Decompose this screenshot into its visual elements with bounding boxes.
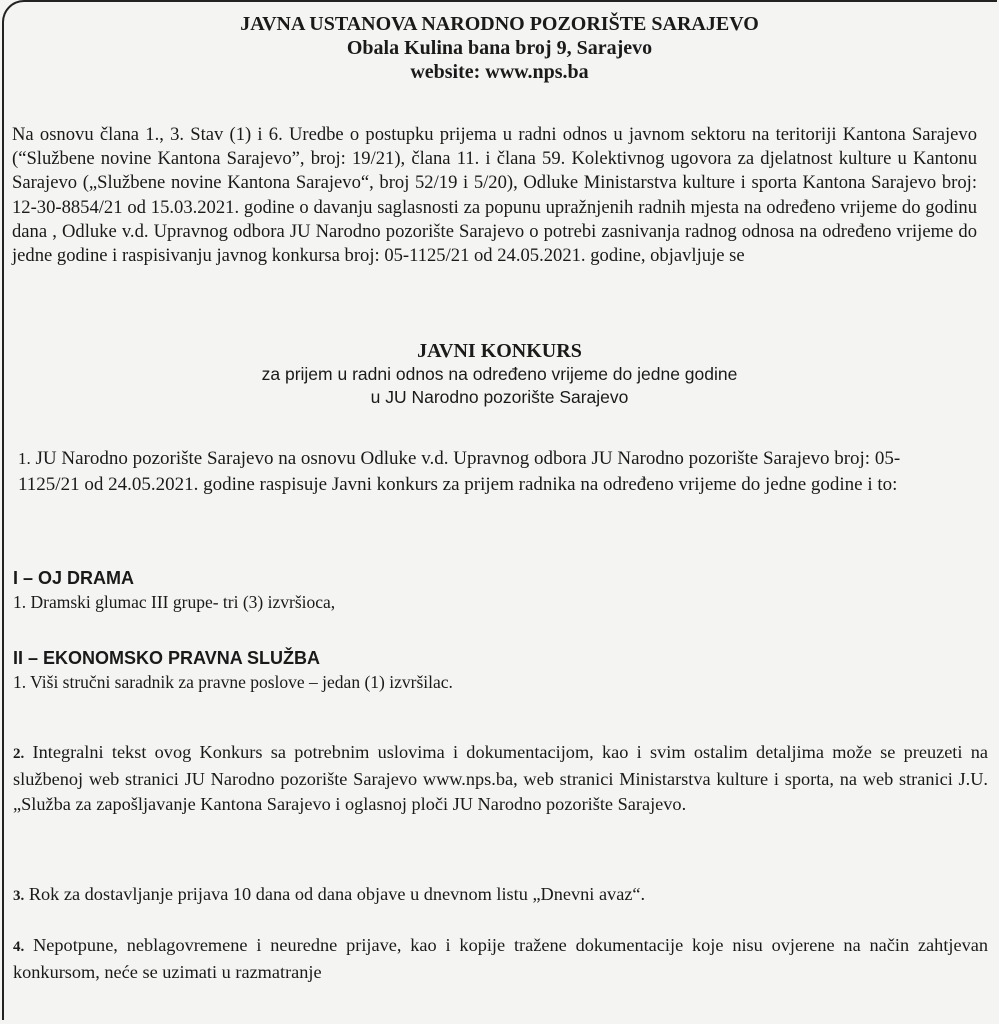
section-item: 1. Dramski glumac III grupe- tri (3) izvršioca,: [13, 592, 336, 612]
section-ekonomsko-pravna: [13, 646, 453, 694]
item-number: 1.: [18, 449, 31, 468]
konkurs-title: JAVNI KONKURS: [417, 340, 582, 362]
item-number: 2.: [13, 746, 25, 762]
item-2: [13, 740, 988, 817]
item-4: [13, 933, 988, 985]
section-heading: II – EKONOMSKO PRAVNA SLUŽBA: [13, 648, 321, 668]
section-item: 1. Viši stručni saradnik za pravne poslove – jedan (1) izvršilac.: [13, 672, 453, 692]
konkurs-subtitle-1: za prijem u radni odnos na određeno vrijeme do jedne godine: [261, 364, 738, 384]
item-text: Integralni tekst ovog Konkurs sa potrebnim uslovima i dokumentacijom, kao i svim ostalim detaljima može se preuzeti na službenoj web stranici JU Narodno pozorište Sarajevo www.nps.ba, web stranici Ministarstva kulture i sporta, na web stranici J.U. „Služba za zapošljavanje Kantona Sarajevo i oglasnoj ploči JU Narodno pozorište Sarajevo.: [13, 742, 988, 814]
item-3: [13, 882, 988, 909]
item-text: JU Narodno pozorište Sarajevo na osnovu Odluke v.d. Upravnog odbora JU Narodno pozorište Sarajevo broj: 05-1125/21 od 24.05.2021. godine raspisuje Javni konkurs za prijem radnika na određeno vrijeme do jedne godine i to:: [18, 448, 901, 495]
document-header: [0, 12, 999, 84]
institution-website: website: www.nps.ba: [410, 61, 589, 83]
konkurs-subtitle-2: u JU Narodno pozorište Sarajevo: [370, 387, 629, 407]
item-number: 4.: [13, 939, 25, 955]
institution-address: Obala Kulina bana broj 9, Sarajevo: [346, 37, 653, 59]
intro-paragraph: Na osnovu člana 1., 3. Stav (1) i 6. Uredbe o postupku prijema u radni odnos u javnom sektoru na teritoriji Kantona Sarajevo (“Službene novine Kantona Sarajevo”, broj: 19/21), člana 11. i člana 59. Kolektivnog ugovora za djelatnost kulture u Kantonu Sarajevo („Službene novine Kantona Sarajevo“, broj 52/19 i 5/20), Odluke Ministarstva kulture i sporta Kantona Sarajevo broj: 12-30-8854/21 od 15.03.2021. godine o davanju saglasnosti za popunu upražnjenih radnih mjesta na određeno vrijeme do godinu dana , Odluke v.d. Upravnog odbora JU Narodno pozorište Sarajevo o potrebi zasnivanja radnog odnosa na određeno vrijeme do jedne godine i raspisivanju javnog konkursa broj: 05-1125/21 od 24.05.2021. godine, objavljuje se: [12, 124, 977, 267]
item-1: [18, 446, 948, 498]
item-number: 3.: [13, 888, 25, 904]
section-heading: I – OJ DRAMA: [13, 568, 135, 588]
section-oj-drama: [13, 566, 335, 614]
institution-name: JAVNA USTANOVA NARODNO POZORIŠTE SARAJEVO: [240, 13, 759, 35]
konkurs-heading: [0, 339, 999, 409]
item-text: Nepotpune, neblagovremene i neuredne prijave, kao i kopije tražene dokumentacije koje nisu ovjerene na način zahtjevan konkursom, neće se uzimati u razmatranje: [13, 935, 988, 982]
item-text: Rok za dostavljanje prijava 10 dana od dana objave u dnevnom listu „Dnevni avaz“.: [28, 884, 646, 904]
